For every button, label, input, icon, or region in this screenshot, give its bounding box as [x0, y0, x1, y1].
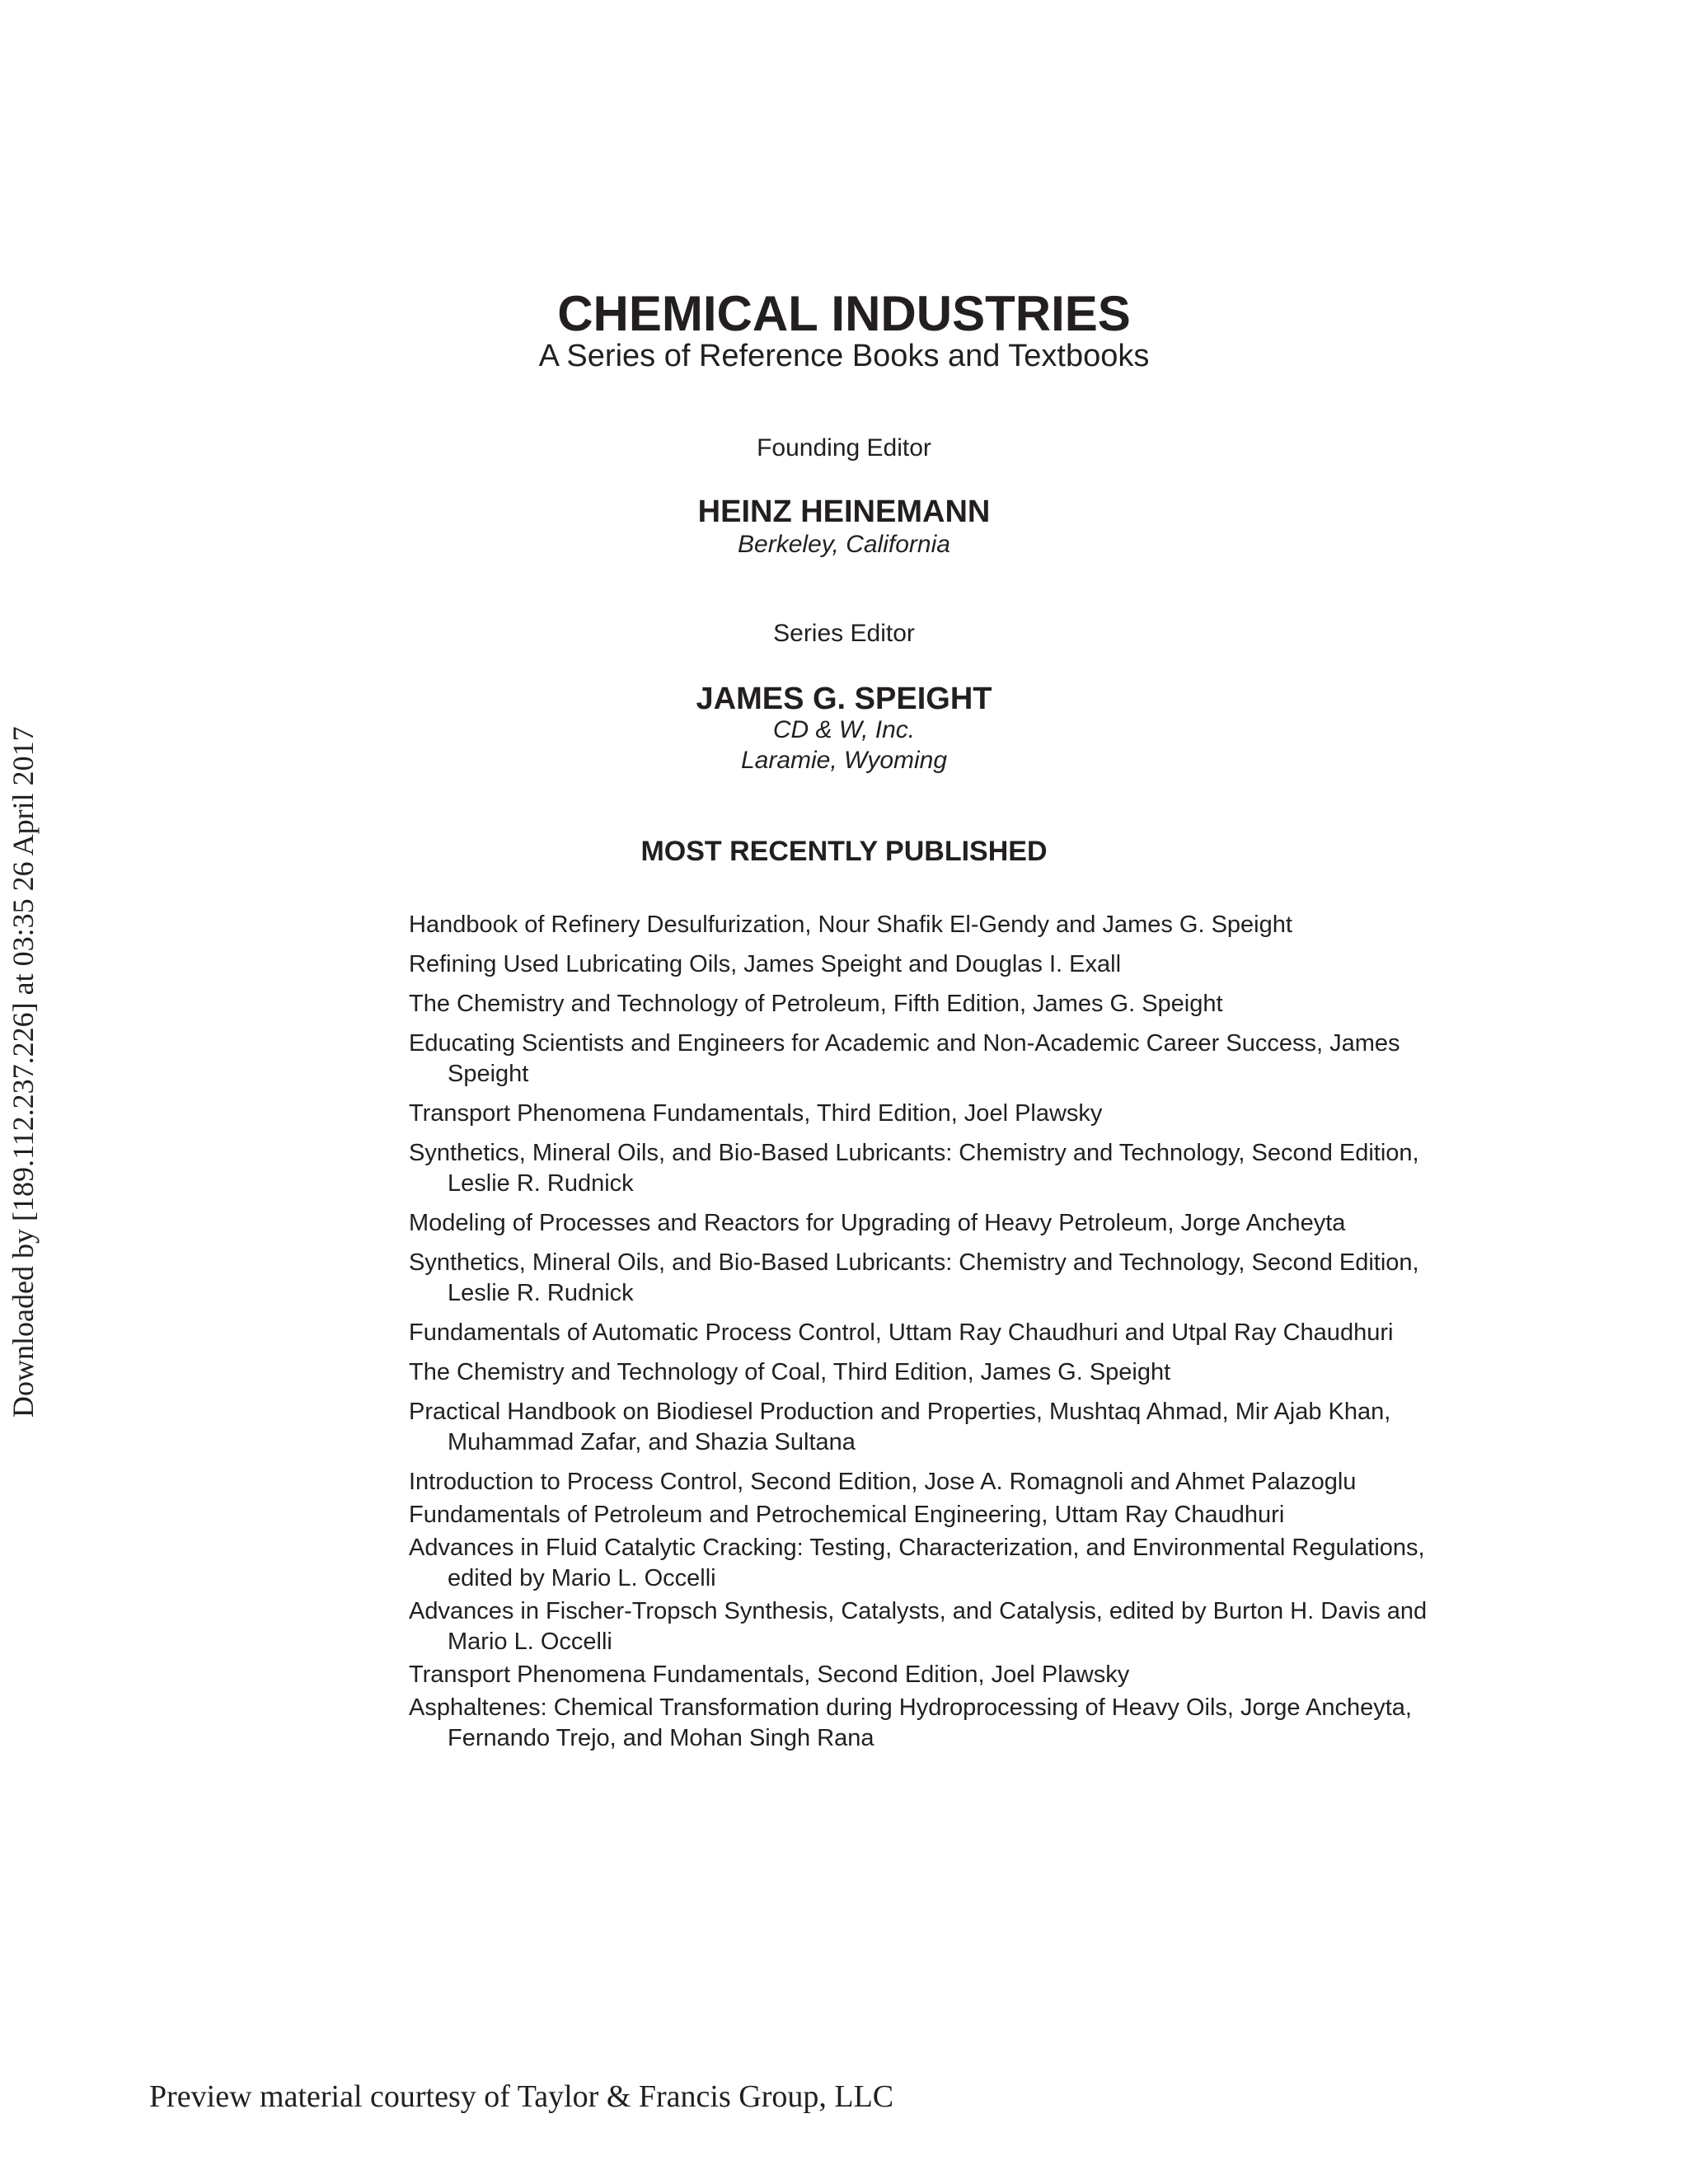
book-list-item: Educating Scientists and Engineers for Academic and Non-Academic Career Success, James Speight [409, 1030, 1400, 1087]
book-list-item: Modeling of Processes and Reactors for Upgrading of Heavy Petroleum, Jorge Ancheyta [409, 1210, 1346, 1236]
book-list-item: Refining Used Lubricating Oils, James Speight and Douglas I. Exall [409, 951, 1122, 977]
book-list-item: The Chemistry and Technology of Petroleum, Fifth Edition, James G. Speight [409, 991, 1223, 1017]
series-subtitle: A Series of Reference Books and Textbooks [538, 339, 1150, 373]
series-editor-name: JAMES G. SPEIGHT [696, 682, 992, 716]
book-list-item: Practical Handbook on Biodiesel Production and Properties, Mushtaq Ahmad, Mir Ajab Khan, Muhammad Zafar, and Shazia Sultana [409, 1399, 1391, 1455]
download-watermark [0, 0, 40, 1418]
book-list [409, 910, 1439, 1756]
series-editor-label: Series Editor [773, 620, 915, 647]
series-editor-affiliation-company: CD & W, Inc. [772, 716, 916, 743]
book-list-item: Advances in Fluid Catalytic Cracking: Testing, Characterization, and Environmental Regulations, edited by Mario L. Occelli [409, 1535, 1425, 1591]
book-list-item: Advances in Fischer-Tropsch Synthesis, Catalysts, and Catalysis, edited by Burton H. Davis and Mario L. Occelli [409, 1598, 1428, 1655]
series-editor-affiliation-location: Laramie, Wyoming [740, 747, 948, 774]
series-title: CHEMICAL INDUSTRIES [557, 286, 1131, 341]
book-list-item: Transport Phenomena Fundamentals, Third Edition, Joel Plawsky [409, 1100, 1103, 1127]
book-list-item: Synthetics, Mineral Oils, and Bio-Based Lubricants: Chemistry and Technology, Second Edition, Leslie R. Rudnick [409, 1249, 1419, 1306]
book-list-item: Handbook of Refinery Desulfurization, Nour Shafik El-Gendy and James G. Speight [409, 912, 1292, 938]
recently-published-heading: MOST RECENTLY PUBLISHED [640, 836, 1048, 867]
founding-editor-affiliation: Berkeley, California [738, 531, 950, 558]
founding-editor-name: HEINZ HEINEMANN [697, 494, 991, 529]
founding-editor-label: Founding Editor [757, 434, 931, 462]
book-list-item: Transport Phenomena Fundamentals, Second Edition, Joel Plawsky [409, 1661, 1130, 1688]
book-list-item: Fundamentals of Petroleum and Petrochemical Engineering, Uttam Ray Chaudhuri [409, 1502, 1285, 1528]
preview-courtesy-footer: Preview material courtesy of Taylor & Francis Group, LLC [149, 2079, 894, 2114]
book-list-item: Fundamentals of Automatic Process Control, Uttam Ray Chaudhuri and Utpal Ray Chaudhuri [409, 1319, 1394, 1346]
book-list-item: Introduction to Process Control, Second Edition, Jose A. Romagnoli and Ahmet Palazoglu [409, 1469, 1357, 1495]
book-list-item: Asphaltenes: Chemical Transformation during Hydroprocessing of Heavy Oils, Jorge Ancheyta, Fernando Trejo, and Mohan Singh Rana [409, 1694, 1412, 1751]
book-list-item: Synthetics, Mineral Oils, and Bio-Based Lubricants: Chemistry and Technology, Second Edition, Leslie R. Rudnick [409, 1140, 1419, 1197]
download-watermark-text: Downloaded by [189.112.237.226] at 03:35 26 April 2017 [7, 726, 40, 1418]
book-list-item: The Chemistry and Technology of Coal, Third Edition, James G. Speight [409, 1359, 1171, 1385]
